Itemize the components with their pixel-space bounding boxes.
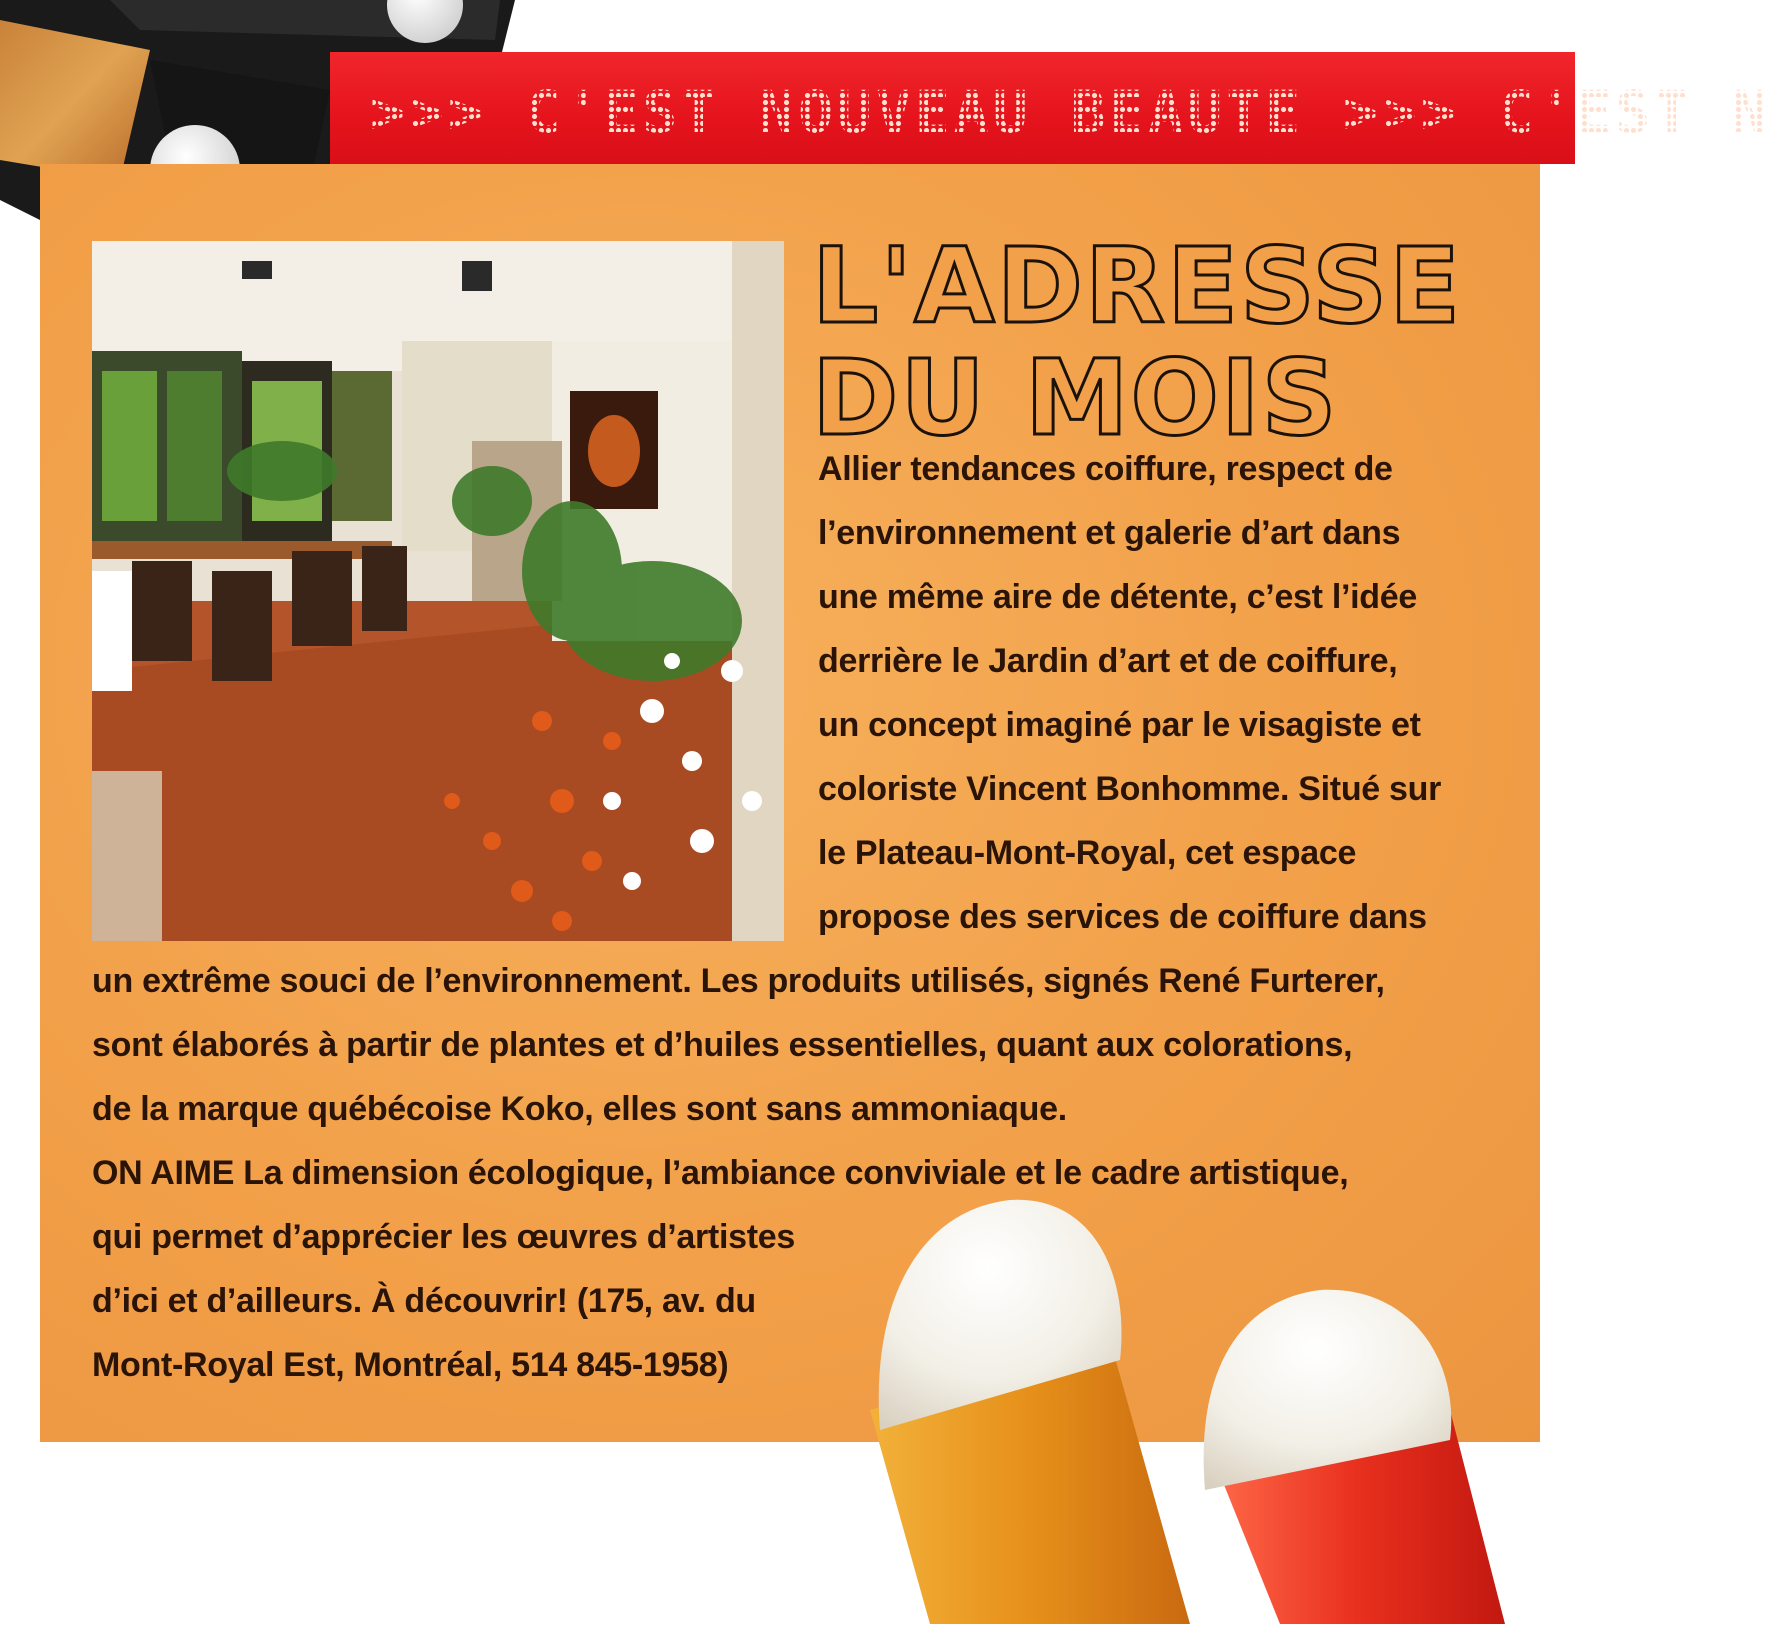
on-aime-line: d’ici et d’ailleurs. À découvrir! (175, av. du [92, 1282, 756, 1320]
body-line: un extrême souci de l’environnement. Les produits utilisés, signés René Furterer, [92, 962, 1385, 1000]
body-line: sont élaborés à partir de plantes et d’huiles essentielles, quant aux colorations, [92, 1026, 1353, 1064]
body-line: de la marque québécoise Koko, elles sont sans ammoniaque. [92, 1090, 1067, 1128]
address-line: Mont-Royal Est, Montréal, 514 845-1958) [92, 1346, 729, 1384]
crayon-pencils-image [860, 1190, 1575, 1629]
body-line: un concept imaginé par le visagiste et [818, 706, 1421, 744]
on-aime-line [92, 1154, 1348, 1193]
body-line: le Plateau-Mont-Royal, cet espace [818, 834, 1357, 872]
body-line: une même aire de détente, c’est l’idée [818, 578, 1417, 616]
header-banner [330, 52, 1771, 164]
on-aime-line: qui permet d’apprécier les œuvres d’artistes [92, 1218, 795, 1256]
body-line: propose des services de coiffure dans [818, 898, 1427, 936]
on-aime-text: La dimension écologique, l’ambiance conviviale et le cadre artistique, [243, 1154, 1349, 1192]
body-line: derrière le Jardin d’art et de coiffure, [818, 642, 1398, 680]
on-aime-label: ON AIME [92, 1154, 235, 1192]
body-line: Allier tendances coiffure, respect de [818, 450, 1393, 488]
article-title: L'ADRESSE DU MOIS [812, 225, 1463, 459]
body-line: coloriste Vincent Bonhomme. Situé sur [818, 770, 1442, 808]
body-line: l’environnement et galerie d’art dans [818, 514, 1401, 552]
salon-photo [92, 241, 784, 941]
banner-text: >>> C'EST NOUVEAU BEAUTE >>> C'EST N [370, 78, 1771, 146]
